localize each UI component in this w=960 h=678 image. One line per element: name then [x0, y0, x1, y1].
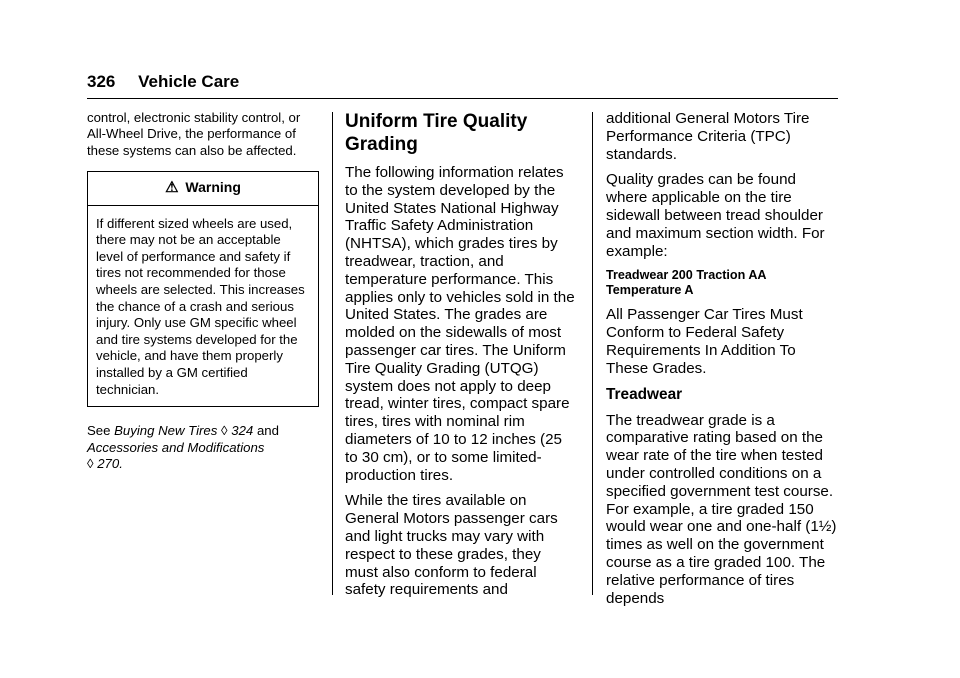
header-rule [87, 98, 838, 99]
page-header [87, 72, 239, 92]
see-also-references: See Buying New Tires ◊ 324 and Accessories and Modifications ◊ 270. [87, 423, 279, 471]
column-2 [345, 110, 577, 607]
paragraph: The treadwear grade is a comparative rating based on the wear rate of the tire when tested under controlled conditions on a specified government test course. For example, a tire graded 150 would wear one and one-half (1½) times as well on the government course as a tire graded 100. The relative performance of tires depends [606, 411, 837, 607]
paragraph: While the tires available on General Motors passenger cars and light trucks may vary with respect to these grades, they must also conform to federal safety requirements and [345, 492, 558, 599]
grade-example: Treadwear 200 Traction AA Temperature A [606, 268, 767, 298]
column-3 [606, 110, 838, 615]
section-heading: Uniform Tire Quality Grading [345, 111, 528, 155]
page-number: 326 [87, 72, 116, 91]
warning-text: If different sized wheels are used, there may not be an acceptable level of performance and safety if tires not recommended for those wheels are selected. This increases the chance of a crash and serious injury. Only use GM specific wheel and tire systems developed for the vehicle, and have them properly installed by a GM certified technician. [96, 215, 305, 397]
paragraph: The following information relates to the system developed by the United States National Highway Traffic Safety Administration (NHTSA), which grades tires by treadwear, traction, and temperature performance. This applies only to vehicles sold in the United States. The grades are molded on the sidewalls of most passenger car tires. The Uniform Tire Quality Grading (UTQG) system does not apply to deep tread, winter tires, compact spare tires, tires with nominal rim diameters of 10 to 12 inches (25 to 30 cm), or to some limited-production tires. [345, 164, 575, 484]
section-title: Vehicle Care [138, 72, 240, 91]
warning-box [87, 171, 319, 407]
paragraph: All Passenger Car Tires Must Conform to Federal Safety Requirements In Addition To These Grades. [606, 306, 803, 377]
ref-page-270[interactable]: 270. [97, 455, 123, 471]
warning-title: Warning [185, 179, 241, 196]
ref-page-324[interactable]: 324 [231, 423, 254, 439]
ref-accessories-modifications[interactable]: Accessories and Modifications [87, 439, 265, 455]
warning-header [88, 172, 318, 205]
warning-triangle-icon: ⚠ [165, 179, 179, 197]
subheading-treadwear: Treadwear [606, 385, 683, 403]
page-ref-icon: ◊ [221, 423, 228, 439]
paragraph: Quality grades can be found where applicable on the tire sidewall between tread shoulder and maximum section width. For example: [606, 171, 825, 260]
ref-buying-new-tires[interactable]: Buying New Tires [114, 423, 218, 439]
column-divider [592, 112, 593, 595]
paragraph: additional General Motors Tire Performance Criteria (TPC) standards. [606, 110, 810, 163]
intro-paragraph: control, electronic stability control, or All-Wheel Drive, the performance of these systems can also be affected. [87, 110, 301, 158]
page-ref-icon: ◊ [87, 455, 94, 471]
column-divider [332, 112, 333, 595]
column-1 [87, 110, 319, 478]
